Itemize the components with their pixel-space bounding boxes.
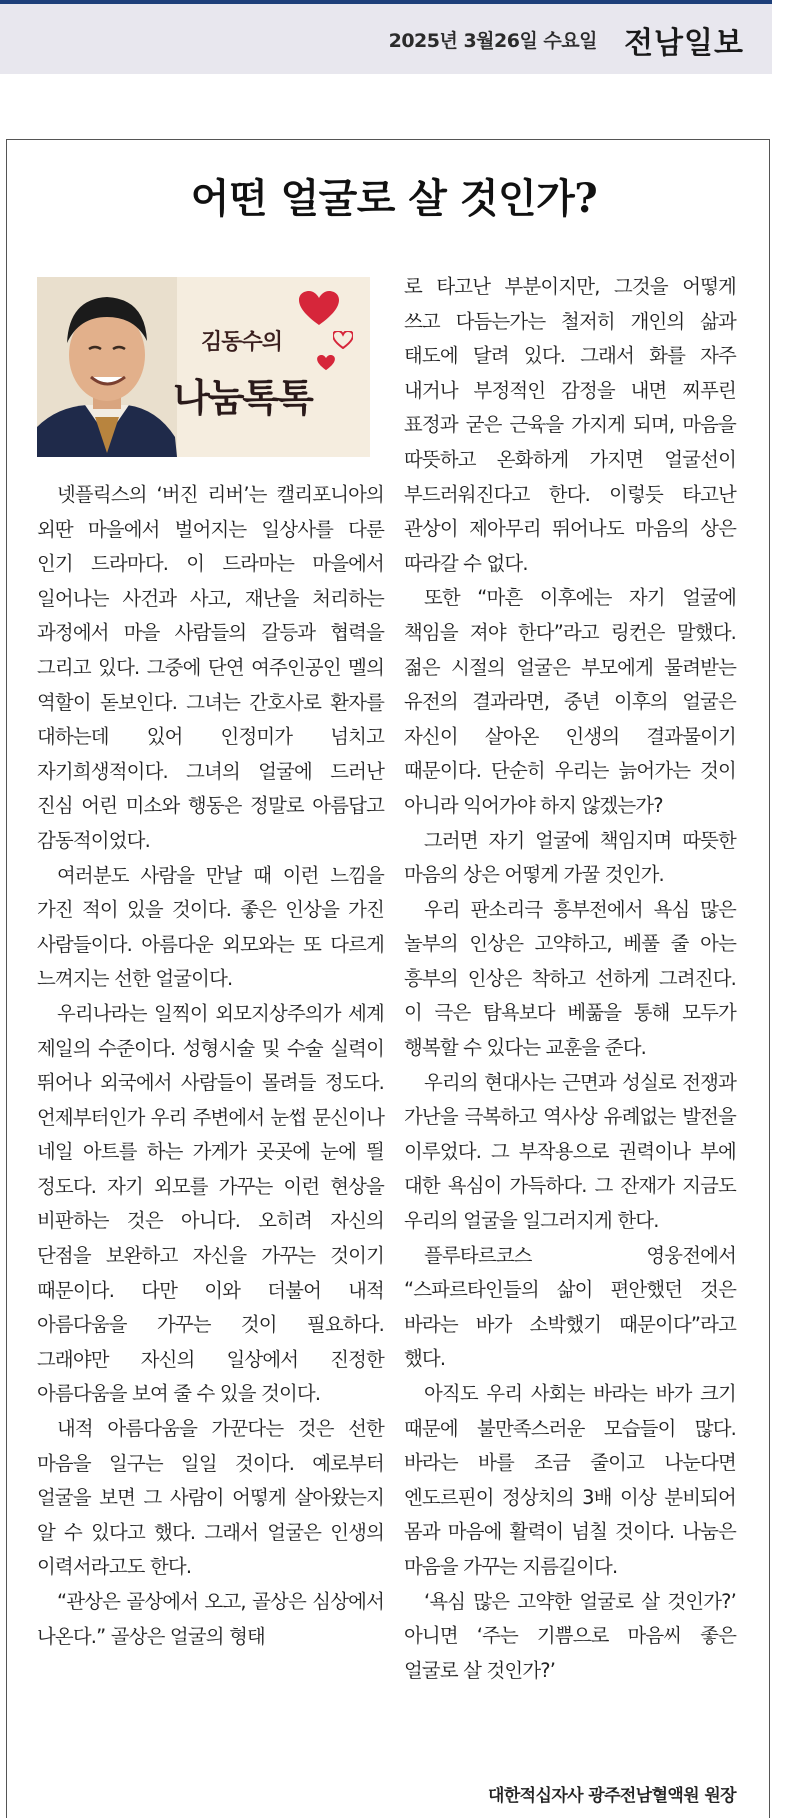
paragraph: 플루타르코스 영웅전에서 “스파르타인들의 삶이 편안했던 것은 바라는 바가 소박했기 때문이다”라고 했다. <box>404 1243 736 1371</box>
paragraph: ‘욕심 많은 고약한 얼굴로 살 것인가?’ 아니면 ‘주는 기쁨으로 마음씨 좋은 얼굴로 살 것인가?’ <box>404 1589 736 1682</box>
column-banner <box>37 277 370 457</box>
article-right-column <box>404 270 736 1688</box>
series-title: 나눔톡톡 <box>173 376 312 420</box>
paragraph: 넷플릭스의 ‘버진 리버’는 캘리포니아의 외딴 마을에서 벌어지는 일상사를 다룬 인기 드라마다. 이 드라마는 마을에서 일어나는 사건과 사고, 재난을 처리하는 과정에서 마을 사람들의 갈등과 협력을 그리고 있다. 그중에 단연 여주인공인 멜의 역할이 돋보인다. 그녀는 간호사로 환자를 대하는데 있어 인정미가 넘치고 자기희생적이다. 그녀의 얼굴에 드러난 진심 어린 미소와 행동은 정말로 아름답고 감동적이었다. <box>37 483 384 852</box>
paragraph: 여러분도 사람을 만날 때 이런 느낌을 가진 적이 있을 것이다. 좋은 인상을 가진 사람들이다. 아름다운 외모와는 또 다르게 느껴지는 선한 얼굴이다. <box>37 863 384 991</box>
series-author-label: 김동수의 <box>201 330 283 355</box>
paragraph: 내적 아름다움을 가꾼다는 것은 선한 마음을 일구는 일일 것이다. 예로부터 얼굴을 보면 그 사람이 어떻게 살아왔는지 알 수 있다고 했다. 그래서 얼굴은 인생의 이력서라고도 한다. <box>37 1417 384 1579</box>
issue-date: 2025년 3월26일 수요일 <box>388 30 597 52</box>
article-headline: 어떤 얼굴로 살 것인가? <box>190 175 598 222</box>
large-heart-icon <box>299 291 339 327</box>
paragraph: 우리의 현대사는 근면과 성실로 전쟁과 가난을 극복하고 역사상 유례없는 발전을 이루었다. 그 부작용으로 권력이나 부에 대한 욕심이 가득하다. 그 잔재가 지금도 우리의 얼굴을 일그러지게 한다. <box>404 1070 736 1233</box>
paragraph: 또한 “마흔 이후에는 자기 얼굴에 책임을 져야 한다”라고 링컨은 말했다. 젊은 시절의 얼굴은 부모에게 물려받는 유전의 결과라면, 중년 이후의 얼굴은 자신이 살아온 인생의 결과물이기 때문이다. 단순히 우리는 늙어가는 것이 아니라 익어가야 하지 않겠는가? <box>404 586 736 817</box>
article-left-column <box>37 478 384 1654</box>
author-portrait <box>37 277 177 457</box>
author-byline: 대한적십자사 광주전남혈액원 원장 <box>488 1786 736 1806</box>
newspaper-header-bar <box>0 0 772 74</box>
paragraph: 우리 판소리극 흥부전에서 욕심 많은 놀부의 인상은 고약하고, 베풀 줄 아는 흥부의 인상은 착하고 선하게 그려진다. 이 극은 탐욕보다 베풂을 통해 모두가 행복할 수 있다는 교훈을 준다. <box>404 897 736 1060</box>
paragraph: 로 타고난 부분이지만, 그것을 어떻게 쓰고 다듬는가는 철저히 개인의 삶과 태도에 달려 있다. 그래서 화를 자주 내거나 부정적인 감정을 내면 찌푸린 표정과 굳은 근육을 가지게 되며, 마음을 따뜻하고 온화하게 가지면 얼굴선이 부드러워진다고 한다. 이렇듯 타고난 관상이 제아무리 뛰어나도 마음의 상은 따라갈 수 없다. <box>404 275 736 575</box>
paragraph: 아직도 우리 사회는 바라는 바가 크기 때문에 불만족스러운 모습들이 많다. 바라는 바를 조금 줄이고 나눈다면 엔도르핀이 정상치의 3배 이상 분비되어 몸과 마음에 활력이 넘칠 것이다. 나눔은 마음을 가꾸는 지름길이다. <box>404 1382 736 1578</box>
paragraph: “관상은 골상에서 오고, 골상은 심상에서 나온다.” 골상은 얼굴의 형태 <box>37 1590 384 1648</box>
paragraph: 우리나라는 일찍이 외모지상주의가 세계 제일의 수준이다. 성형시술 및 수술 실력이 뛰어나 외국에서 사람들이 몰려들 정도다. 언제부터인가 우리 주변에서 눈썹 문신이나 네일 아트를 하는 가게가 곳곳에 눈에 띌 정도다. 자기 외모를 가꾸는 이런 현상을 비판하는 것은 아니다. 오히려 자신의 단점을 보완하고 자신을 가꾸는 것이기 때문이다. 다만 이와 더불어 내적 아름다움을 가꾸는 것이 필요하다. 그래야만 자신의 일상에서 진정한 아름다움을 보여 줄 수 있을 것이다. <box>37 1001 384 1406</box>
outline-heart-icon <box>333 331 353 349</box>
paragraph: 그러면 자기 얼굴에 책임지며 따뜻한 마음의 상은 어떻게 가꿀 것인가. <box>404 828 736 887</box>
newspaper-name: 전남일보 <box>624 26 744 61</box>
small-heart-icon <box>317 355 335 371</box>
